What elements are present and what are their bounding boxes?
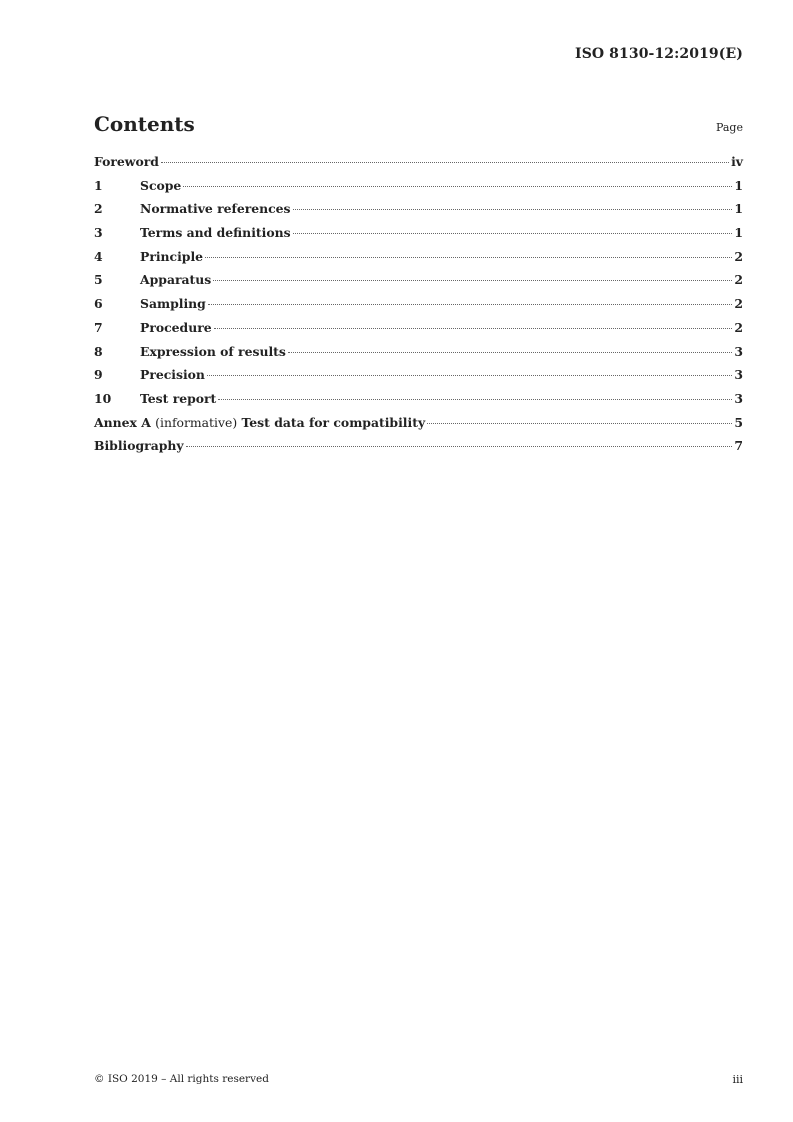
toc-dot-leader — [208, 304, 733, 305]
toc-entry-title: Test report — [140, 390, 217, 406]
toc-entry-title: Normative references — [140, 201, 291, 217]
toc-dot-leader — [293, 209, 733, 210]
toc-dot-leader — [205, 257, 732, 258]
toc-entry-number: 7 — [94, 319, 103, 335]
toc-entry-number: 8 — [94, 343, 103, 359]
page-column-label: Page — [715, 121, 743, 134]
toc-entry-annex-a[interactable] — [94, 415, 743, 439]
toc-entry-page: 2 — [734, 248, 743, 264]
toc-dot-leader — [293, 233, 733, 234]
toc-entry-title: Foreword — [94, 154, 159, 169]
toc-entry-number: 10 — [94, 390, 112, 406]
toc-dot-leader — [183, 186, 732, 187]
toc-entry-page: 1 — [734, 201, 743, 217]
toc-entry-bibliography[interactable] — [94, 438, 743, 462]
toc-entry-page: 1 — [734, 177, 743, 193]
copyright-notice: © ISO 2019 – All rights reserved — [94, 1073, 269, 1085]
toc-entry-apparatus[interactable] — [94, 272, 743, 296]
toc-entry-terms-and-definitions[interactable] — [94, 225, 743, 249]
toc-entry-title: Precision — [140, 367, 205, 383]
toc-entry-number: 9 — [94, 367, 103, 383]
toc-entry-title — [94, 415, 425, 430]
annex-title: Test data for compatibility — [241, 414, 426, 430]
toc-entry-number: 2 — [94, 201, 103, 217]
toc-entry-number: 1 — [94, 177, 103, 193]
toc-dot-leader — [427, 423, 732, 424]
toc-entry-page: 3 — [734, 343, 743, 359]
toc-entry-page: 3 — [734, 390, 743, 406]
toc-entry-page: 2 — [734, 296, 743, 312]
toc-entry-title: Terms and definitions — [140, 225, 291, 241]
toc-entry-title: Sampling — [140, 296, 206, 312]
page-number: iii — [732, 1073, 743, 1086]
toc-entry-page: 1 — [734, 225, 743, 241]
toc-entry-number: 4 — [94, 248, 103, 264]
toc-entry-principle[interactable] — [94, 249, 743, 273]
toc-entry-sampling[interactable] — [94, 296, 743, 320]
toc-entry-normative-references[interactable] — [94, 201, 743, 225]
toc-entry-number: 5 — [94, 272, 103, 288]
contents-header — [94, 112, 743, 136]
toc-entry-title: Principle — [140, 248, 204, 264]
toc-entry-title: Apparatus — [140, 272, 212, 288]
toc-entry-procedure[interactable] — [94, 320, 743, 344]
toc-dot-leader — [218, 399, 732, 400]
table-of-contents — [94, 154, 743, 462]
toc-entry-number: 6 — [94, 296, 103, 312]
toc-entry-scope[interactable] — [94, 178, 743, 202]
toc-entry-page: iv — [731, 154, 743, 169]
toc-entry-title: Expression of results — [140, 343, 286, 359]
toc-entry-test-report[interactable] — [94, 391, 743, 415]
toc-entry-title: Scope — [140, 177, 182, 193]
toc-entry-page: 2 — [734, 319, 743, 335]
document-id: ISO 8130-12:2019(E) — [575, 46, 743, 62]
annex-label: Annex A — [94, 414, 151, 430]
toc-dot-leader — [161, 162, 729, 163]
toc-dot-leader — [213, 280, 732, 281]
page-footer — [94, 1073, 743, 1086]
toc-entry-page: 3 — [734, 367, 743, 383]
toc-entry-foreword[interactable] — [94, 154, 743, 178]
toc-entry-page: 5 — [734, 414, 743, 430]
annex-note: (informative) — [155, 414, 238, 430]
toc-entry-title: Procedure — [140, 319, 212, 335]
toc-entry-title: Bibliography — [94, 438, 184, 454]
contents-title: Contents — [94, 112, 195, 136]
toc-entry-precision[interactable] — [94, 367, 743, 391]
toc-entry-page: 7 — [734, 438, 743, 454]
toc-dot-leader — [207, 375, 732, 376]
toc-entry-number: 3 — [94, 225, 103, 241]
toc-dot-leader — [186, 446, 733, 447]
toc-entry-expression-of-results[interactable] — [94, 344, 743, 368]
toc-entry-page: 2 — [734, 272, 743, 288]
toc-dot-leader — [214, 328, 733, 329]
toc-dot-leader — [288, 352, 733, 353]
